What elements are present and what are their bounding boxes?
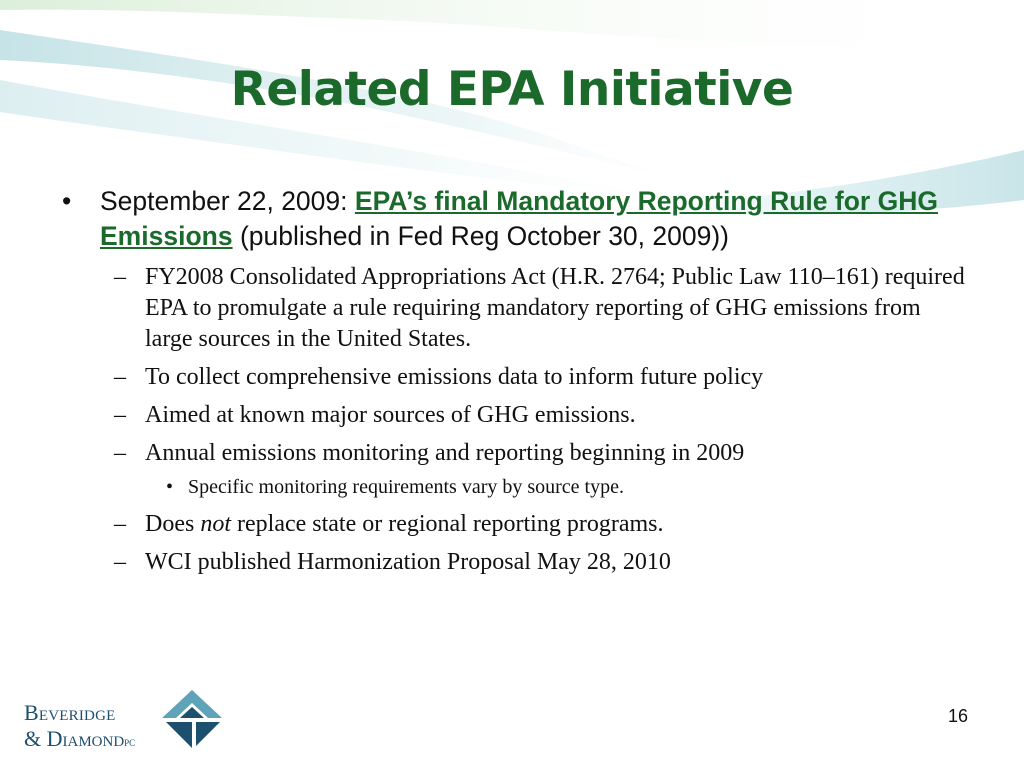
sub-bullet-does-not-replace <box>62 509 972 540</box>
not-bullet-before: Does <box>145 511 195 537</box>
sub-bullet-text: Annual emissions monitoring and reporting beginning in 2009 <box>145 440 745 466</box>
page-number: 16 <box>947 706 968 726</box>
beveridge-diamond-logo <box>24 688 224 752</box>
sub-bullet-appropriations-act <box>62 262 972 355</box>
main-bullet-suffix: (published in Fed Reg October 30, 2009)) <box>239 221 729 251</box>
dash-marker: – <box>114 264 126 290</box>
sub-bullet-text: FY2008 Consolidated Appropriations Act (H.R. 2764; Public Law 110–161) required EPA to promulgate a rule requiring mandatory reporting of GHG emissions from large sources in the United States. <box>145 264 965 352</box>
sub-sub-bullet-text: Specific monitoring requirements vary by source type. <box>188 476 624 498</box>
sub-bullet-list <box>62 262 972 578</box>
dash-marker: – <box>114 511 126 537</box>
sub-bullet-major-sources <box>62 400 972 431</box>
logo-suffix: PC <box>124 738 136 748</box>
logo-line2-text: & Diamond <box>24 726 125 751</box>
mandatory-reporting-rule-link[interactable]: EPA’s final Mandatory Reporting Rule for GHG Emissions <box>100 186 938 251</box>
logo-line2 <box>24 726 135 752</box>
dash-marker: – <box>114 402 126 428</box>
sub-bullet-annual-monitoring <box>62 438 972 469</box>
bullet-dot: • <box>62 186 72 216</box>
diamond-logo-icon <box>160 688 224 750</box>
not-emphasis: not <box>200 511 231 537</box>
slide-content <box>62 184 972 585</box>
sub-bullet-collect-data <box>62 362 972 393</box>
logo-line1 <box>24 700 115 726</box>
dash-marker: – <box>114 364 126 390</box>
slide-title: Related EPA Initiative <box>230 62 794 117</box>
main-bullet-prefix: September 22, 2009: <box>100 186 348 216</box>
sub-bullet-text: WCI published Harmonization Proposal May 28, 2010 <box>145 549 671 575</box>
sub-sub-bullet-monitoring-requirements <box>62 474 972 500</box>
main-bullet <box>62 184 972 254</box>
logo-line1-text: Beveridge <box>24 700 116 725</box>
sub-bullet-wci-proposal <box>62 547 972 578</box>
dash-marker: – <box>114 440 126 466</box>
sub-bullet-text: To collect comprehensive emissions data to inform future policy <box>145 364 764 390</box>
not-bullet-after: replace state or regional reporting programs. <box>237 511 664 537</box>
dash-marker: – <box>114 549 126 575</box>
sub-bullet-dot: • <box>166 476 174 498</box>
sub-bullet-text: Aimed at known major sources of GHG emissions. <box>145 402 636 428</box>
